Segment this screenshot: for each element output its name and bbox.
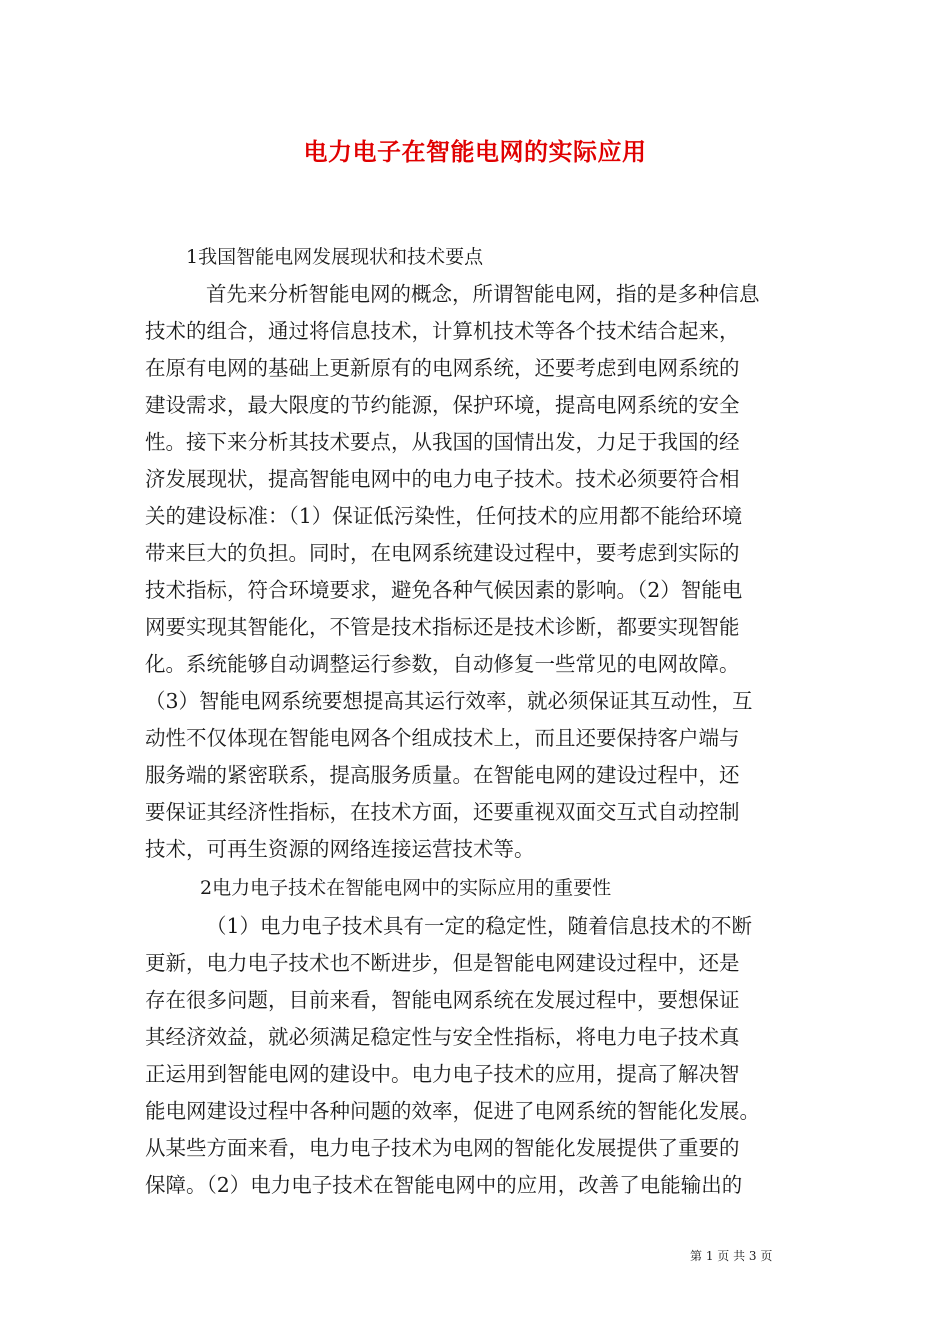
body-line: 更新，电力电子技术也不断进步，但是智能电网建设过程中，还是 [145, 951, 740, 975]
body-line: 服务端的紧密联系，提高服务质量。在智能电网的建设过程中，还 [145, 763, 740, 787]
body-line: 建设需求，最大限度的节约能源，保护环境，提高电网系统的安全 [145, 393, 740, 417]
section1-heading: 1我国智能电网发展现状和技术要点 [186, 246, 484, 268]
body-line: 正运用到智能电网的建设中。电力电子技术的应用，提高了解决智 [145, 1062, 740, 1086]
body-line: 要保证其经济性指标，在技术方面，还要重视双面交互式自动控制 [145, 800, 740, 824]
body-line: 首先来分析智能电网的概念，所谓智能电网，指的是多种信息 [206, 282, 760, 306]
body-line: 在原有电网的基础上更新原有的电网系统，还要考虑到电网系统的 [145, 356, 740, 380]
body-line: 技术的组合，通过将信息技术，计算机技术等各个技术结合起来， [145, 319, 740, 343]
body-line: 网要实现其智能化，不管是技术指标还是技术诊断，都要实现智能 [145, 615, 740, 639]
page-footer: 第 1 页 共 3 页 [690, 1249, 773, 1263]
body-line: （3）智能电网系统要想提高其运行效率，就必须保证其互动性，互 [145, 689, 753, 713]
section2-heading: 2电力电子技术在智能电网中的实际应用的重要性 [200, 877, 612, 899]
body-line: 技术指标，符合环境要求，避免各种气候因素的影响。（2）智能电 [145, 578, 743, 602]
body-line: 其经济效益，就必须满足稳定性与安全性指标，将电力电子技术真 [145, 1025, 740, 1049]
page-title: 电力电子在智能电网的实际应用 [303, 137, 647, 166]
body-line: 动性不仅体现在智能电网各个组成技术上，而且还要保持客户端与 [145, 726, 740, 750]
body-line: 性。接下来分析其技术要点，从我国的国情出发，力足于我国的经 [145, 430, 740, 454]
body-line: 关的建设标准：（1）保证低污染性，任何技术的应用都不能给环境 [145, 504, 743, 528]
body-line: 带来巨大的负担。同时，在电网系统建设过程中，要考虑到实际的 [145, 541, 740, 565]
body-line: 济发展现状，提高智能电网中的电力电子技术。技术必须要符合相 [145, 467, 740, 491]
body-line: 化。系统能够自动调整运行参数，自动修复一些常见的电网故障。 [145, 652, 740, 676]
body-line: （1）电力电子技术具有一定的稳定性，随着信息技术的不断 [206, 914, 753, 938]
body-line: 存在很多问题，目前来看，智能电网系统在发展过程中，要想保证 [145, 988, 740, 1012]
body-line: 能电网建设过程中各种问题的效率，促进了电网系统的智能化发展。 [145, 1099, 760, 1123]
body-line: 从某些方面来看，电力电子技术为电网的智能化发展提供了重要的 [145, 1136, 740, 1160]
body-line: 保障。（2）电力电子技术在智能电网中的应用，改善了电能输出的 [145, 1173, 743, 1197]
body-line: 技术，可再生资源的网络连接运营技术等。 [145, 837, 535, 861]
